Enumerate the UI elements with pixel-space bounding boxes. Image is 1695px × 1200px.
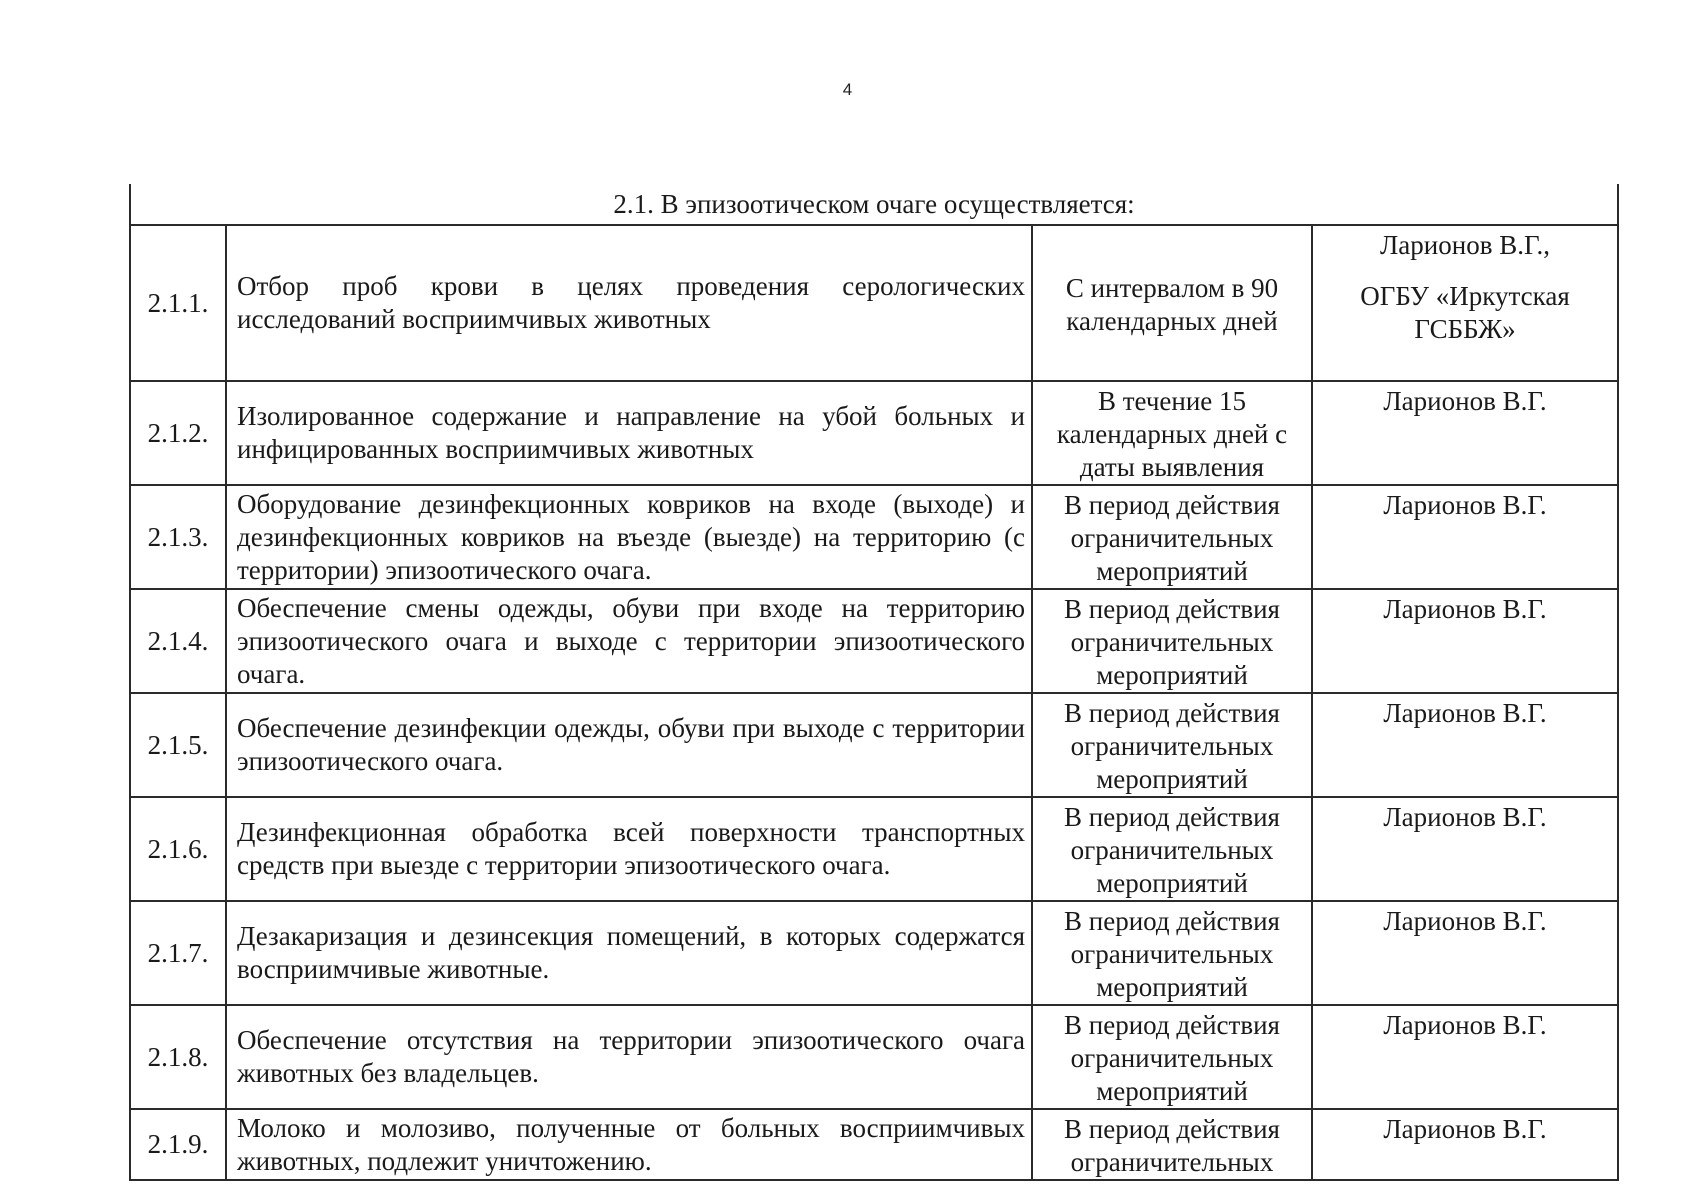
row-period: В период действия ограничительных мероприятий [1032, 797, 1312, 901]
row-description: Обеспечение смены одежды, обуви при входе на территорию эпизоотического очага и выходе с территории эпизоотического очага. [226, 589, 1032, 693]
row-responsible: Ларионов В.Г. [1312, 901, 1618, 1005]
row-description: Молоко и молозиво, полученные от больных восприимчивых животных, подлежит уничтожению. [226, 1109, 1032, 1180]
table-row [130, 485, 1618, 589]
row-period: В течение 15 календарных дней с даты выявления [1032, 381, 1312, 485]
row-description: Оборудование дезинфекционных ковриков на входе (выходе) и дезинфекционных ковриков на въезде (выезде) на территорию (с территории) эпизоотического очага. [226, 485, 1032, 589]
row-description: Отбор проб крови в целях проведения серологических исследований восприимчивых животных [226, 225, 1032, 381]
table-row [130, 901, 1618, 1005]
row-period: В период действия ограничительных мероприятий [1032, 1005, 1312, 1109]
table-row [130, 225, 1618, 381]
row-responsible: Ларионов В.Г. [1312, 797, 1618, 901]
table-row [130, 693, 1618, 797]
table-row [130, 589, 1618, 693]
row-responsible-extra: ОГБУ «Иркутская ГСББЖ» [1360, 281, 1570, 344]
row-number: 2.1.2. [130, 381, 226, 485]
row-responsible: Ларионов В.Г. [1312, 1005, 1618, 1109]
row-responsible: Ларионов В.Г., [1380, 230, 1551, 260]
row-responsible: Ларионов В.Г. [1312, 1109, 1618, 1180]
row-number: 2.1.6. [130, 797, 226, 901]
row-description: Обеспечение дезинфекции одежды, обуви при выходе с территории эпизоотического очага. [226, 693, 1032, 797]
row-period: В период действия ограничительных мероприятий [1032, 589, 1312, 693]
row-description: Дезинфекционная обработка всей поверхности транспортных средств при выезде с территории эпизоотического очага. [226, 797, 1032, 901]
section-header-row [130, 184, 1618, 225]
table-row [130, 797, 1618, 901]
row-responsible: Ларионов В.Г. [1312, 693, 1618, 797]
row-responsible: Ларионов В.Г. [1312, 485, 1618, 589]
row-number: 2.1.4. [130, 589, 226, 693]
row-number: 2.1.5. [130, 693, 226, 797]
row-responsible: Ларионов В.Г. [1312, 589, 1618, 693]
row-number: 2.1.7. [130, 901, 226, 1005]
table-row [130, 381, 1618, 485]
row-period: В период действия ограничительных мероприятий [1032, 485, 1312, 589]
row-description: Изолированное содержание и направление на убой больных и инфицированных восприимчивых животных [226, 381, 1032, 485]
row-description: Дезакаризация и дезинсекция помещений, в которых содержатся восприимчивые животные. [226, 901, 1032, 1005]
row-period: В период действия ограничительных мероприятий [1032, 693, 1312, 797]
page-number: 4 [842, 80, 853, 99]
row-period: В период действия ограничительных [1032, 1109, 1312, 1180]
table-row [130, 1005, 1618, 1109]
row-description: Обеспечение отсутствия на территории эпизоотического очага животных без владельцев. [226, 1005, 1032, 1109]
row-period: С интервалом в 90 календарных дней [1032, 225, 1312, 381]
row-number: 2.1.1. [130, 225, 226, 381]
row-responsible-cell [1312, 225, 1618, 381]
row-responsible: Ларионов В.Г. [1312, 381, 1618, 485]
section-title: 2.1. В эпизоотическом очаге осуществляется: [130, 184, 1618, 225]
row-period: В период действия ограничительных мероприятий [1032, 901, 1312, 1005]
row-number: 2.1.3. [130, 485, 226, 589]
row-number: 2.1.9. [130, 1109, 226, 1180]
row-number: 2.1.8. [130, 1005, 226, 1109]
measures-table [129, 184, 1619, 1181]
table-row [130, 1109, 1618, 1180]
